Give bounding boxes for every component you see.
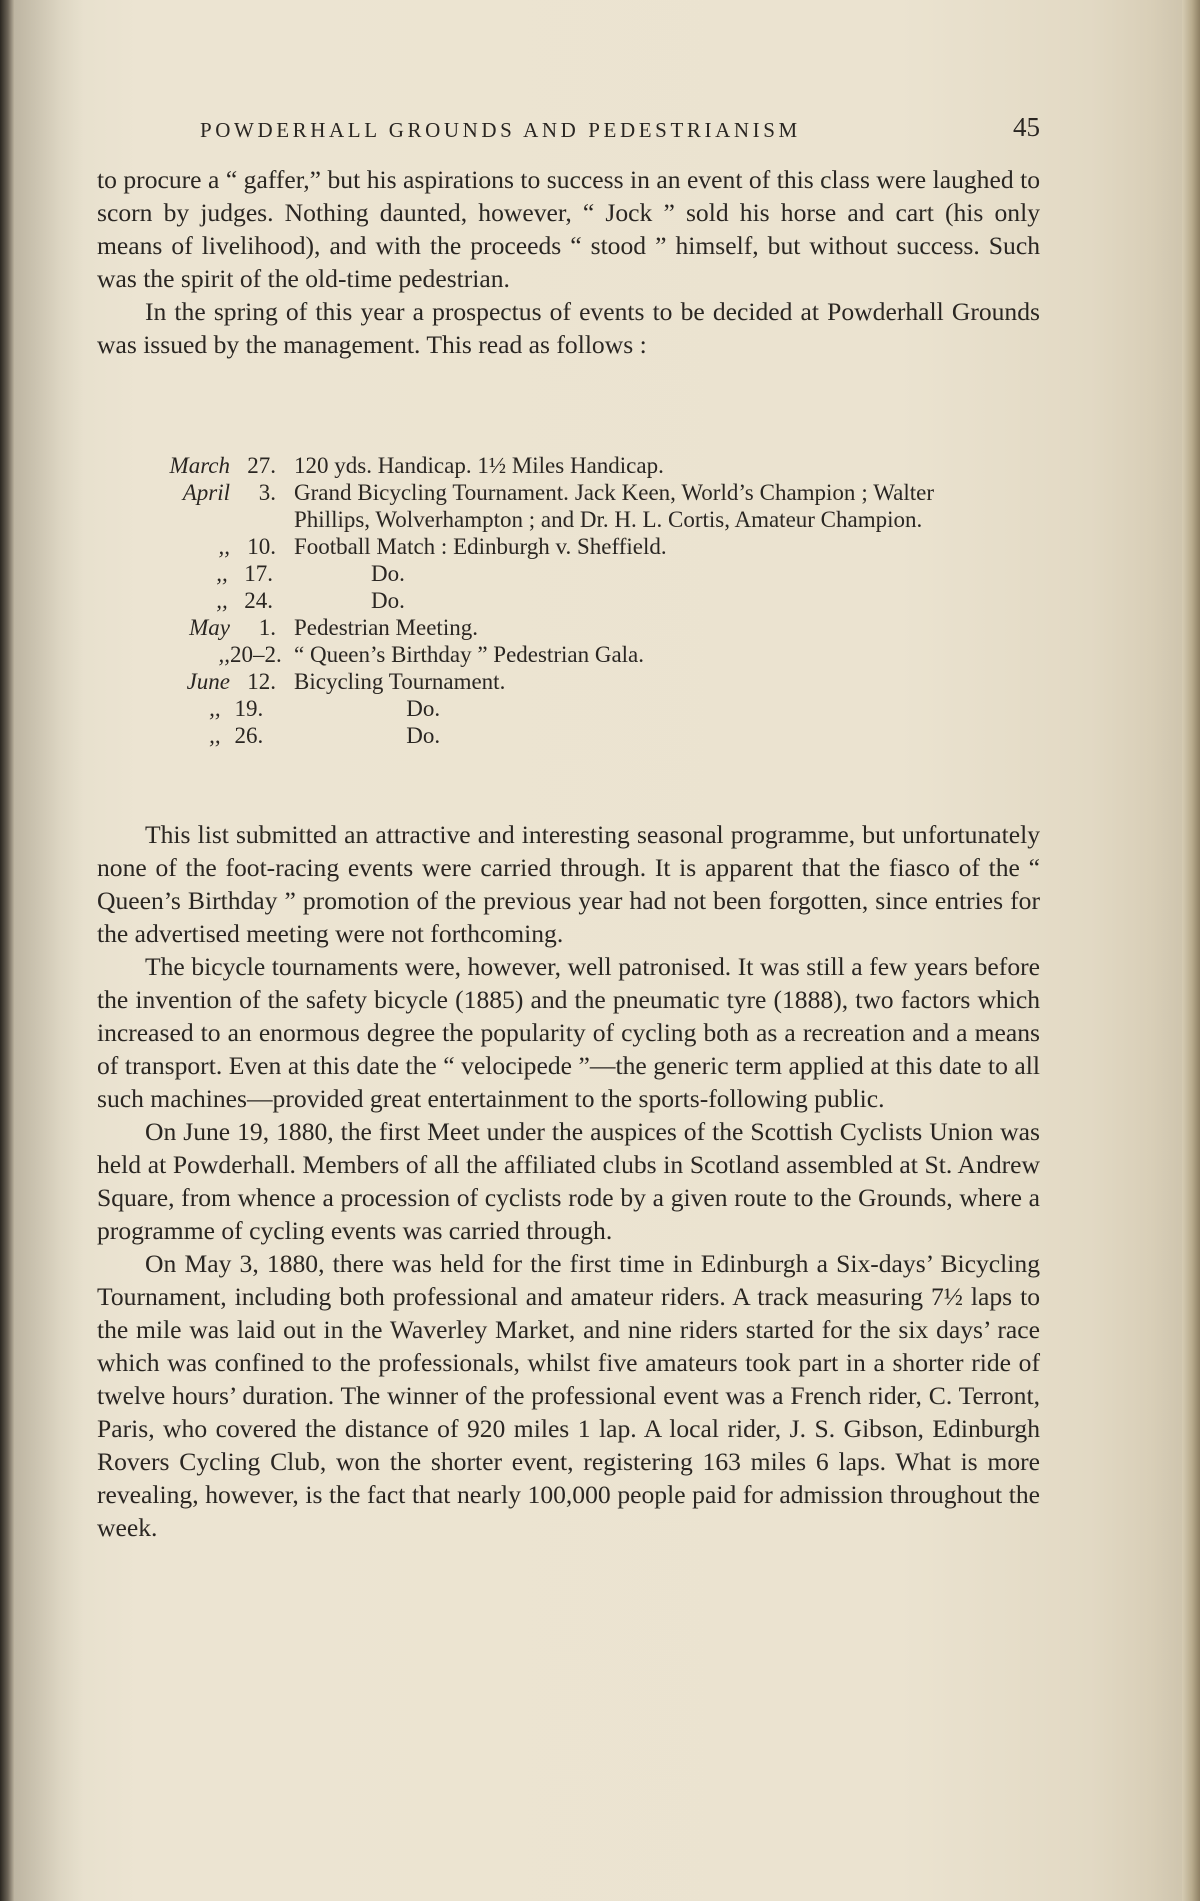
schedule-month: ,,	[218, 534, 230, 559]
schedule-row	[100, 479, 1000, 533]
running-head: POWDERHALL GROUNDS AND PEDESTRIANISM	[200, 118, 801, 142]
schedule-month: ,,	[216, 561, 228, 586]
schedule-row	[100, 533, 1000, 560]
paragraph: to procure a “ gaffer,” but his aspirations to success in an event of this class were laughed to scorn by judges. Nothing daunted, however, “ Jock ” sold his horse and cart (his only means of livelihood), and with the proceeds “ stood ” himself, but without success. Such was the spirit of the old-time pedestrian.	[97, 165, 1040, 293]
schedule-event: Do.	[370, 588, 405, 613]
gutter-shade	[14, 0, 84, 1901]
schedule-day: 24.	[244, 588, 273, 613]
schedule-day: 1.	[258, 615, 276, 640]
schedule-month: ,,	[209, 696, 221, 721]
page-edge	[1182, 0, 1200, 1901]
schedule-month: April	[182, 480, 230, 505]
schedule-event: Do.	[406, 696, 441, 721]
events-schedule	[100, 452, 1000, 749]
paragraph: In the spring of this year a prospectus of events to be decided at Powderhall Grounds was issued by the management. This read as follows :	[97, 297, 1040, 359]
schedule-day: 12.	[247, 669, 276, 694]
paragraph: On May 3, 1880, there was held for the first time in Edinburgh a Six-days’ Bicycling Tournament, including both professional and amateur riders. A track measuring 7½ laps to the mile was laid out in the Waverley Market, and nine riders started for the six days’ race which was confined to the professionals, whilst five amateurs took part in a shorter ride of twelve hours’ duration. The winner of the professional event was a French rider, C. Terront, Paris, who covered the distance of 920 miles 1 lap. A local rider, J. S. Gibson, Edinburgh Rovers Cycling Club, won the shorter event, registering 163 miles 6 laps. What is more revealing, however, is the fact that nearly 100,000 people paid for admission throughout the week.	[97, 1249, 1040, 1542]
schedule-row	[100, 452, 1000, 479]
schedule-month: May	[189, 615, 230, 640]
schedule-event: 120 yds. Handicap. 1½ Miles Handicap.	[294, 453, 664, 478]
schedule-month: ,,	[209, 723, 221, 748]
paragraph: On June 19, 1880, the first Meet under the auspices of the Scottish Cyclists Union was held at Powderhall. Members of all the affiliated clubs in Scotland assembled at St. Andrew Square, from whence a procession of cyclists rode by a given route to the Grounds, where a programme of cycling events was carried through.	[97, 1117, 1040, 1245]
schedule-row	[100, 668, 1000, 695]
schedule-event: Football Match : Edinburgh v. Sheffield.	[294, 534, 667, 559]
schedule-day: 27.	[247, 453, 276, 478]
schedule-event: Grand Bicycling Tournament. Jack Keen, World’s Champion ; Walter Phillips, Wolverhampton ; and Dr. H. L. Cortis, Amateur Champion.	[294, 480, 934, 532]
schedule-month: ,,	[218, 642, 230, 667]
schedule-day: 3.	[258, 480, 276, 505]
bottom-text-block	[97, 818, 1040, 1544]
schedule-row	[100, 695, 1000, 722]
schedule-row	[100, 722, 1000, 749]
schedule-day: 17.	[244, 561, 273, 586]
schedule-day: 20–2.	[230, 642, 282, 667]
book-spine-shadow	[0, 0, 14, 1901]
schedule-day: 26.	[234, 723, 264, 748]
schedule-row	[100, 587, 1000, 614]
schedule-row	[100, 641, 1000, 668]
schedule-event: Do.	[406, 723, 441, 748]
schedule-event: “ Queen’s Birthday ” Pedestrian Gala.	[294, 642, 644, 667]
schedule-event: Do.	[370, 561, 405, 586]
schedule-row	[100, 560, 1000, 587]
schedule-day: 19.	[234, 696, 264, 721]
schedule-month: ,,	[216, 588, 228, 613]
page-header	[200, 112, 1040, 152]
schedule-day: 10.	[247, 534, 276, 559]
schedule-month: March	[169, 453, 230, 478]
schedule-event: Pedestrian Meeting.	[294, 615, 478, 640]
schedule-row	[100, 614, 1000, 641]
top-text-block	[97, 163, 1040, 361]
schedule-month: June	[186, 669, 230, 694]
page-number: 45	[1013, 112, 1040, 142]
paragraph: This list submitted an attractive and interesting seasonal programme, but unfortunately none of the foot-racing events were carried through. It is apparent that the fiasco of the “ Queen’s Birthday ” promotion of the previous year had not been forgotten, since entries for the advertised meeting were not forthcoming.	[97, 820, 1040, 948]
paragraph: The bicycle tournaments were, however, well patronised. It was still a few years before the invention of the safety bicycle (1885) and the pneumatic tyre (1888), two factors which increased to an enormous degree the popularity of cycling both as a recreation and a means of transport. Even at this date the “ velocipede ”—the generic term applied at this date to all such machines—provided great entertainment to the sports-following public.	[97, 952, 1040, 1113]
schedule-event: Bicycling Tournament.	[294, 669, 506, 694]
